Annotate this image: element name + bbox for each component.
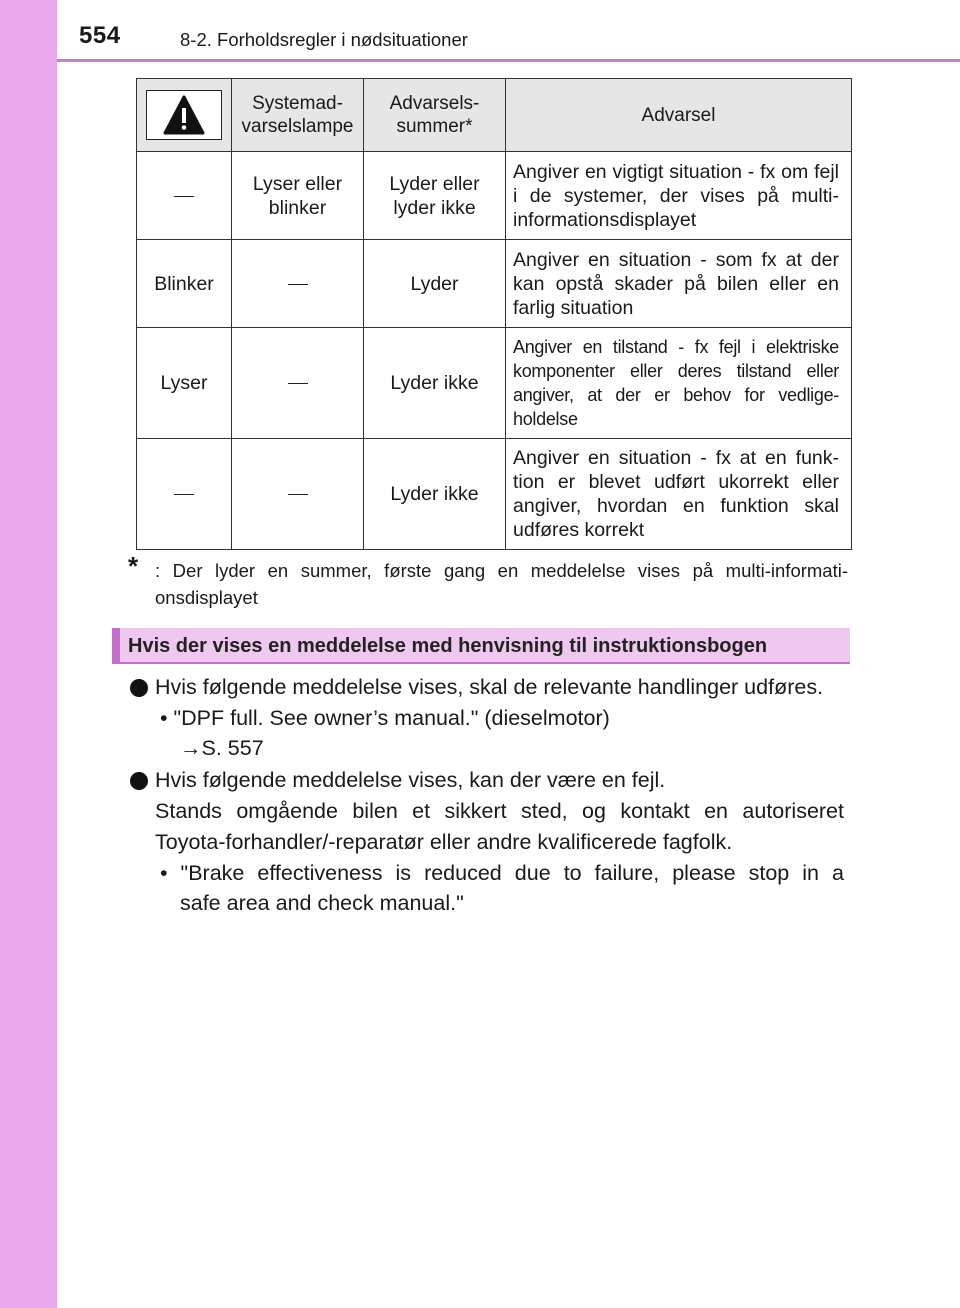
dash [174,494,194,495]
section-title: 8-2. Forholdsregler i nødsituationer [180,29,468,50]
page-number: 554 [79,22,121,49]
cell-buzzer: Lyder ikke [364,439,506,550]
footnote [128,551,848,611]
dash [288,284,308,285]
warning-table [136,78,852,550]
cell-indicator: Blinker [137,240,232,328]
cell-description: Angiver en situation - fx at en funk-tion er blevet udført ukorrekt eller angiver, hvordan en funktion skal udføres korrekt [506,439,852,550]
dash [174,196,194,197]
cell-indicator [137,439,232,550]
item2-continuation-line1: Stands omgående bilen et sikkert sted, og kontakt en autoriseret [155,799,844,823]
cell-lamp [232,439,364,550]
header-system-lamp: Systemad- varselslampe [232,79,364,152]
item2-subitem-line1: • "Brake effectiveness is reduced due to failure, please stop in a [160,861,844,885]
table-row [137,439,852,550]
cell-buzzer: Lyder eller lyder ikke [364,152,506,240]
cell-indicator: Lyser [137,328,232,439]
cell-description: Angiver en situation - som fx at der kan opstå skader på bilen eller en farlig situation [506,240,852,328]
side-tab-bar [0,0,57,1308]
table-row [137,328,852,439]
bullet-icon [130,679,148,697]
item2-subitem-line2: safe area and check manual." [180,891,464,915]
item1-subitem: • "DPF full. See owner’s manual." (dieselmotor) [160,706,610,730]
table-row [137,152,852,240]
cell-description: Angiver en tilstand - fx fejl i elektriske komponenter eller deres tilstand eller angiver, at der er behov for vedlige-holdelse [506,328,852,439]
warning-triangle-icon [146,90,222,140]
cell-lamp [232,328,364,439]
item2-continuation-line2: Toyota-forhandler/-reparatør eller andre kvalificerede fagfolk. [155,830,733,854]
header-buzzer: Advarsels- summer* [364,79,506,152]
header-warning: Advarsel [506,79,852,152]
cell-lamp [232,240,364,328]
bullet-icon [130,772,148,790]
cell-indicator [137,152,232,240]
item2-text: Hvis følgende meddelelse vises, kan der være en fejl. [155,768,666,792]
dash [288,494,308,495]
cell-buzzer: Lyder ikke [364,328,506,439]
item1-text: Hvis følgende meddelelse vises, skal de relevante handlinger udføres. [155,675,824,699]
cell-lamp: Lyser eller blinker [232,152,364,240]
page-reference: →S. 557 [180,736,264,760]
section-banner [112,628,850,664]
cell-buzzer: Lyder [364,240,506,328]
footnote-text: : Der lyder en summer, første gang en meddelelse vises på multi-informati-onsdisplayet [155,560,848,608]
table-header-row [137,79,852,152]
header-icon-cell [137,79,232,152]
banner-title: Hvis der vises en meddelelse med henvisning til instruktionsbogen [128,635,768,657]
table-row [137,240,852,328]
dash [288,383,308,384]
cell-description: Angiver en vigtigt situation - fx om fejl i de systemer, der vises på multi-informationsdisplayet [506,152,852,240]
header-rule [57,59,960,62]
footnote-marker: * [128,551,139,581]
